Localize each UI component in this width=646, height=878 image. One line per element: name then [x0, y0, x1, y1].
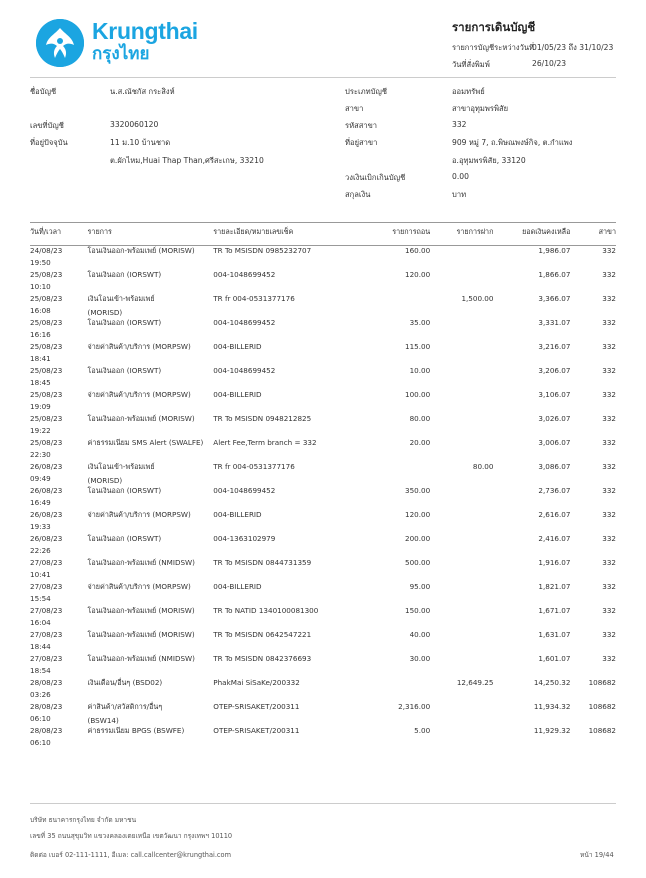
txn-time: 19:50 — [30, 258, 51, 267]
txn-branch: 332 — [602, 582, 616, 591]
txn-date: 27/08/23 — [30, 654, 63, 663]
txn-time: 19:22 — [30, 426, 51, 435]
txn-withdraw: 95.00 — [409, 582, 431, 591]
print-date-value: 26/10/23 — [532, 59, 567, 68]
txn-detail: TR fr 004-0531377176 — [213, 294, 295, 303]
txn-balance: 1,601.07 — [538, 654, 571, 663]
footer-address: เลขที่ 35 ถนนสุขุมวิท แขวงคลองเตยเหนือ เขตวัฒนา กรุงเทพฯ 10110 — [30, 832, 233, 840]
cell-date — [30, 414, 80, 438]
txn-balance: 1,821.07 — [538, 582, 571, 591]
txn-date: 28/08/23 — [30, 726, 63, 735]
txn-deposit: 80.00 — [472, 462, 494, 471]
table-header-row — [30, 222, 616, 245]
table-row — [30, 726, 616, 750]
txn-balance: 3,366.07 — [538, 294, 571, 303]
col-withdraw-header: รายการถอน — [392, 227, 431, 236]
footer-divider — [30, 803, 616, 804]
col-detail-header: รายละเอียด/หมายเลขเช็ค — [213, 227, 294, 236]
cell-desc — [80, 270, 214, 294]
cell-desc — [80, 414, 214, 438]
txn-deposit — [430, 318, 493, 342]
table-row — [30, 534, 616, 558]
txn-withdraw: 150.00 — [405, 606, 431, 615]
table-row — [30, 318, 616, 342]
cell-desc — [80, 318, 214, 342]
txn-date: 28/08/23 — [30, 678, 63, 687]
txn-time: 16:16 — [30, 330, 51, 339]
table-row — [30, 390, 616, 414]
cell-desc — [80, 294, 214, 318]
cell-date — [30, 582, 80, 606]
txn-date: 27/08/23 — [30, 582, 63, 591]
cell-desc — [80, 558, 214, 582]
txn-deposit — [430, 438, 493, 462]
txn-desc: โอนเงินออก-พร้อมเพย์ (MORISW) — [87, 246, 195, 255]
txn-time: 10:10 — [30, 282, 51, 291]
table-row — [30, 342, 616, 366]
txn-time: 09:49 — [30, 474, 51, 483]
txn-branch: 108682 — [588, 678, 616, 687]
txn-deposit — [430, 486, 493, 510]
txn-branch: 332 — [602, 630, 616, 639]
txn-desc: โอนเงินออก-พร้อมเพย์ (NMIDSW) — [87, 558, 195, 567]
cell-desc — [80, 390, 214, 414]
txn-deposit — [430, 558, 493, 582]
branch-code-label: รหัสสาขา — [345, 121, 378, 130]
txn-detail: TR To MSISDN 0948212825 — [213, 414, 312, 423]
txn-deposit — [430, 342, 493, 366]
cell-date — [30, 534, 80, 558]
txn-desc: โอนเงินออก-พร้อมเพย์ (MORISW) — [87, 606, 195, 615]
txn-date: 25/08/23 — [30, 438, 63, 447]
overdraft-value: 0.00 — [452, 172, 469, 181]
brand-name-th: กรุงไทย — [92, 44, 150, 64]
txn-time: 18:44 — [30, 642, 51, 651]
cell-date — [30, 702, 80, 726]
txn-detail: 004-1048699452 — [213, 318, 276, 327]
txn-desc: โอนเงินออก-พร้อมเพย์ (NMIDSW) — [87, 654, 195, 663]
cell-desc — [80, 702, 214, 726]
cell-desc — [80, 366, 214, 390]
branch-address-line2: อ.อุทุมพรพิสัย, 33120 — [452, 156, 526, 165]
col-desc-header: รายการ — [87, 227, 112, 236]
branch-value: สาขาอุทุมพรพิสัย — [452, 104, 509, 113]
txn-desc: จ่ายค่าสินค้า/บริการ (MORPSW) — [87, 582, 191, 591]
table-row — [30, 606, 616, 630]
txn-date: 25/08/23 — [30, 390, 63, 399]
txn-desc-code: (MORISD) — [87, 308, 123, 317]
col-deposit-header: รายการฝาก — [456, 227, 494, 236]
txn-branch: 108682 — [588, 702, 616, 711]
table-row — [30, 702, 616, 726]
txn-time: 06:10 — [30, 714, 51, 723]
txn-branch: 332 — [602, 510, 616, 519]
txn-withdraw: 100.00 — [405, 390, 431, 399]
txn-time: 10:41 — [30, 570, 51, 579]
txn-withdraw: 115.00 — [405, 342, 431, 351]
txn-branch: 108682 — [588, 726, 616, 735]
cell-date — [30, 606, 80, 630]
txn-desc: เงินโอนเข้า-พร้อมเพย์ — [87, 294, 155, 303]
txn-desc: ค่าธรรมเนียม SMS Alert (SWALFE) — [87, 438, 204, 447]
transactions-table — [30, 222, 616, 750]
txn-desc: ค่าธรรมเนียม BPGS (BSWFE) — [87, 726, 185, 735]
cell-date — [30, 318, 80, 342]
cell-date — [30, 294, 80, 318]
txn-withdraw: 80.00 — [409, 414, 431, 423]
txn-date: 26/08/23 — [30, 462, 63, 471]
txn-balance: 1,916.07 — [538, 558, 571, 567]
cell-desc — [80, 534, 214, 558]
footer-contact: ติดต่อ เบอร์ 02-111-1111, อีเมล: call.callcenter@krungthai.com — [30, 851, 232, 859]
txn-withdraw: 10.00 — [409, 366, 431, 375]
cell-date — [30, 486, 80, 510]
table-row — [30, 462, 616, 486]
txn-balance: 2,416.07 — [538, 534, 571, 543]
txn-desc: โอนเงินออก-พร้อมเพย์ (MORISW) — [87, 414, 195, 423]
txn-time: 18:41 — [30, 354, 51, 363]
txn-time: 16:08 — [30, 306, 51, 315]
txn-desc: โอนเงินออก (IORSWT) — [87, 366, 162, 375]
txn-balance: 3,026.07 — [538, 414, 571, 423]
krungthai-logo-icon — [36, 19, 84, 67]
txn-balance: 14,250.32 — [533, 678, 571, 687]
txn-balance: 1,986.07 — [538, 246, 571, 255]
txn-detail: 004-BILLERID — [213, 390, 262, 399]
table-row — [30, 558, 616, 582]
txn-desc: จ่ายค่าสินค้า/บริการ (MORPSW) — [87, 510, 191, 519]
txn-desc: จ่ายค่าสินค้า/บริการ (MORPSW) — [87, 342, 191, 351]
txn-branch: 332 — [602, 390, 616, 399]
txn-withdraw: 160.00 — [405, 246, 431, 255]
cell-date — [30, 342, 80, 366]
txn-withdraw: 5.00 — [414, 726, 431, 735]
txn-branch: 332 — [602, 606, 616, 615]
txn-withdraw: 35.00 — [409, 318, 431, 327]
cell-desc — [80, 342, 214, 366]
txn-detail: TR To MSISDN 0844731359 — [213, 558, 312, 567]
txn-withdraw — [356, 462, 430, 486]
txn-deposit — [430, 726, 493, 750]
txn-desc: โอนเงินออก (IORSWT) — [87, 534, 162, 543]
cell-desc — [80, 486, 214, 510]
txn-deposit — [430, 654, 493, 678]
txn-detail: 004-1363102979 — [213, 534, 276, 543]
txn-time: 03:26 — [30, 690, 51, 699]
txn-desc: โอนเงินออก (IORSWT) — [87, 270, 162, 279]
cell-date — [30, 270, 80, 294]
branch-label: สาขา — [345, 104, 364, 113]
cell-date — [30, 366, 80, 390]
txn-withdraw: 2,316.00 — [398, 702, 431, 711]
account-type-label: ประเภทบัญชี — [345, 87, 388, 96]
txn-desc: โอนเงินออก (IORSWT) — [87, 486, 162, 495]
txn-branch: 332 — [602, 246, 616, 255]
txn-branch: 332 — [602, 342, 616, 351]
txn-deposit — [430, 366, 493, 390]
branch-code-value: 332 — [452, 120, 467, 129]
txn-withdraw: 500.00 — [405, 558, 431, 567]
txn-desc: โอนเงินออก (IORSWT) — [87, 318, 162, 327]
txn-withdraw: 40.00 — [409, 630, 431, 639]
txn-desc: เงินเดือน/อื่นๆ (BSD02) — [87, 678, 163, 687]
txn-branch: 332 — [602, 462, 616, 471]
overdraft-label: วงเงินเบิกเกินบัญชี — [345, 173, 406, 182]
txn-withdraw: 200.00 — [405, 534, 431, 543]
txn-detail: 004-BILLERID — [213, 510, 262, 519]
currency-label: สกุลเงิน — [345, 190, 371, 199]
txn-withdraw — [356, 294, 430, 318]
table-row — [30, 630, 616, 654]
txn-withdraw: 120.00 — [405, 270, 431, 279]
txn-branch: 332 — [602, 414, 616, 423]
txn-time: 15:54 — [30, 594, 51, 603]
txn-desc: เงินโอนเข้า-พร้อมเพย์ — [87, 462, 155, 471]
txn-branch: 332 — [602, 294, 616, 303]
txn-withdraw: 350.00 — [405, 486, 431, 495]
page-number: หน้า 19/44 — [580, 851, 614, 859]
txn-detail: 004-1048699452 — [213, 366, 276, 375]
txn-deposit — [430, 270, 493, 294]
txn-detail: TR To MSISDN 0985232707 — [213, 246, 312, 255]
txn-date: 25/08/23 — [30, 318, 63, 327]
cell-desc — [80, 246, 214, 270]
table-row — [30, 582, 616, 606]
txn-balance: 1,866.07 — [538, 270, 571, 279]
txn-balance: 3,216.07 — [538, 342, 571, 351]
txn-time: 06:10 — [30, 738, 51, 747]
txn-date: 27/08/23 — [30, 606, 63, 615]
txn-detail: TR To NATID 1340100081300 — [213, 606, 319, 615]
txn-balance: 1,631.07 — [538, 630, 571, 639]
txn-time: 18:54 — [30, 666, 51, 675]
txn-desc-code: (MORISD) — [87, 476, 123, 485]
txn-branch: 332 — [602, 654, 616, 663]
txn-date: 25/08/23 — [30, 366, 63, 375]
txn-deposit — [430, 510, 493, 534]
txn-time: 22:26 — [30, 546, 51, 555]
statement-title: รายการเดินบัญชี — [452, 20, 536, 34]
txn-balance: 3,206.07 — [538, 366, 571, 375]
txn-time: 22:30 — [30, 450, 51, 459]
txn-time: 19:09 — [30, 402, 51, 411]
txn-withdraw: 20.00 — [409, 438, 431, 447]
cell-date — [30, 630, 80, 654]
txn-deposit — [430, 246, 493, 270]
cell-date — [30, 678, 80, 702]
cell-desc — [80, 438, 214, 462]
cell-desc — [80, 510, 214, 534]
header-divider — [30, 77, 616, 78]
txn-balance: 11,934.32 — [533, 702, 571, 711]
txn-date: 25/08/23 — [30, 342, 63, 351]
col-balance-header: ยอดเงินคงเหลือ — [522, 227, 571, 236]
txn-branch: 332 — [602, 366, 616, 375]
cell-desc — [80, 462, 214, 486]
txn-time: 16:49 — [30, 498, 51, 507]
cell-date — [30, 438, 80, 462]
txn-balance: 11,929.32 — [533, 726, 571, 735]
cell-date — [30, 558, 80, 582]
txn-balance: 2,616.07 — [538, 510, 571, 519]
address-line2: ต.ผักไหม,Huai Thap Than,ศรีสะเกษ, 33210 — [110, 156, 264, 165]
cell-date — [30, 462, 80, 486]
txn-deposit — [430, 582, 493, 606]
txn-date: 25/08/23 — [30, 414, 63, 423]
txn-balance: 3,331.07 — [538, 318, 571, 327]
table-row — [30, 678, 616, 702]
account-name-label: ชื่อบัญชี — [30, 87, 57, 96]
txn-balance: 1,671.07 — [538, 606, 571, 615]
cell-desc — [80, 606, 214, 630]
txn-desc: ค่าสินค้า/สวัสดิการ/อื่นๆ — [87, 702, 163, 711]
txn-withdraw: 120.00 — [405, 510, 431, 519]
cell-desc — [80, 654, 214, 678]
txn-branch: 332 — [602, 438, 616, 447]
table-row — [30, 510, 616, 534]
txn-balance: 2,736.07 — [538, 486, 571, 495]
txn-withdraw — [356, 678, 430, 702]
txn-balance: 3,106.07 — [538, 390, 571, 399]
txn-date: 26/08/23 — [30, 486, 63, 495]
table-row — [30, 246, 616, 270]
txn-desc: โอนเงินออก-พร้อมเพย์ (MORISW) — [87, 630, 195, 639]
address-label: ที่อยู่ปัจจุบัน — [30, 138, 68, 147]
account-type-value: ออมทรัพย์ — [452, 87, 485, 96]
account-number-value: 3320060120 — [110, 120, 159, 129]
txn-date: 25/08/23 — [30, 270, 63, 279]
currency-value: บาท — [452, 190, 467, 199]
txn-detail: Alert Fee,Term branch = 332 — [213, 438, 317, 447]
txn-branch: 332 — [602, 318, 616, 327]
cell-date — [30, 246, 80, 270]
cell-date — [30, 390, 80, 414]
txn-desc-code: (BSW14) — [87, 716, 119, 725]
txn-date: 24/08/23 — [30, 246, 63, 255]
txn-date: 27/08/23 — [30, 630, 63, 639]
txn-detail: OTEP-SRISAKET/200311 — [213, 726, 300, 735]
txn-date: 25/08/23 — [30, 294, 63, 303]
col-date-header: วันที่/เวลา — [30, 227, 62, 236]
period-value: 01/05/23 ถึง 31/10/23 — [532, 43, 614, 52]
txn-balance: 3,086.07 — [538, 462, 571, 471]
txn-time: 16:04 — [30, 618, 51, 627]
cell-desc — [80, 678, 214, 702]
txn-date: 27/08/23 — [30, 558, 63, 567]
table-row — [30, 366, 616, 390]
cell-date — [30, 726, 80, 750]
txn-branch: 332 — [602, 486, 616, 495]
cell-desc — [80, 630, 214, 654]
table-row — [30, 438, 616, 462]
txn-date: 26/08/23 — [30, 510, 63, 519]
footer-company: บริษัท ธนาคารกรุงไทย จำกัด มหาชน — [30, 816, 137, 824]
branch-address-label: ที่อยู่สาขา — [345, 138, 378, 147]
branch-address-line1: 909 หมู่ 7, ถ.พิษณพงษ์กิจ, ต.กำแพง — [452, 138, 573, 147]
txn-branch: 332 — [602, 270, 616, 279]
txn-detail: 004-1048699452 — [213, 486, 276, 495]
txn-detail: TR To MSISDN 0842376693 — [213, 654, 312, 663]
cell-desc — [80, 726, 214, 750]
txn-time: 19:33 — [30, 522, 51, 531]
txn-detail: PhakMai SiSaKe/200332 — [213, 678, 300, 687]
txn-deposit — [430, 702, 493, 726]
table-row — [30, 294, 616, 318]
txn-detail: OTEP-SRISAKET/200311 — [213, 702, 300, 711]
txn-detail: TR fr 004-0531377176 — [213, 462, 295, 471]
txn-branch: 332 — [602, 558, 616, 567]
print-date-label: วันที่สั่งพิมพ์ — [452, 60, 490, 69]
txn-deposit — [430, 390, 493, 414]
txn-detail: 004-1048699452 — [213, 270, 276, 279]
table-row — [30, 486, 616, 510]
txn-deposit: 12,649.25 — [456, 678, 494, 687]
txn-balance: 3,006.07 — [538, 438, 571, 447]
txn-detail: TR To MSISDN 0642547221 — [213, 630, 312, 639]
address-line1: 11 ม.10 บ้านชาด — [110, 138, 171, 147]
period-label: รายการบัญชีระหว่างวันที่ — [452, 43, 535, 52]
txn-deposit — [430, 534, 493, 558]
txn-detail: 004-BILLERID — [213, 342, 262, 351]
txn-deposit — [430, 414, 493, 438]
txn-time: 18:45 — [30, 378, 51, 387]
cell-date — [30, 510, 80, 534]
txn-deposit: 1,500.00 — [461, 294, 494, 303]
txn-date: 28/08/23 — [30, 702, 63, 711]
table-row — [30, 654, 616, 678]
col-branch-header: สาขา — [598, 227, 616, 236]
txn-branch: 332 — [602, 534, 616, 543]
txn-desc: จ่ายค่าสินค้า/บริการ (MORPSW) — [87, 390, 191, 399]
table-row — [30, 414, 616, 438]
cell-date — [30, 654, 80, 678]
cell-desc — [80, 582, 214, 606]
txn-deposit — [430, 606, 493, 630]
account-number-label: เลขที่บัญชี — [30, 121, 64, 130]
txn-deposit — [430, 630, 493, 654]
txn-date: 26/08/23 — [30, 534, 63, 543]
brand-name-en: Krungthai — [92, 18, 198, 44]
txn-detail: 004-BILLERID — [213, 582, 262, 591]
txn-withdraw: 30.00 — [409, 654, 431, 663]
table-row — [30, 270, 616, 294]
account-name-value: น.ส.ณัชกัส กระสิงห์ — [110, 87, 175, 96]
